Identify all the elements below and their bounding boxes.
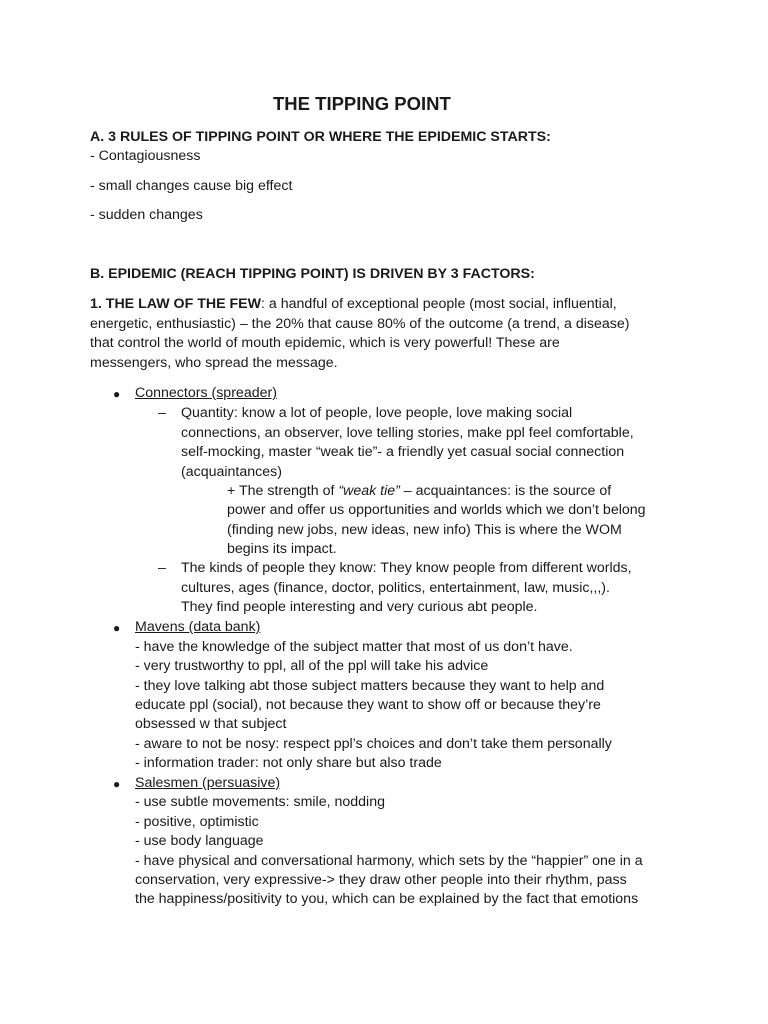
mavens-line: - have the knowledge of the subject matter that most of us don’t have. xyxy=(135,639,573,655)
mavens-line: - very trustworthy to ppl, all of the ppl will take his advice xyxy=(135,658,489,674)
weak-tie-strength-line: begins its impact. xyxy=(227,541,337,557)
bullet-icon: ● xyxy=(113,777,121,791)
section-b-heading: B. EPIDEMIC (REACH TIPPING POINT) IS DRIVEN BY 3 FACTORS: xyxy=(90,266,535,282)
connectors-kinds-line: cultures, ages (finance, doctor, politics, entertainment, law, music,,,). xyxy=(181,580,610,596)
law-of-few-line: energetic, enthusiastic) – the 20% that cause 80% of the outcome (a trend, a disease) xyxy=(90,316,630,332)
law-of-few-text: : a handful of exceptional people (most social, influential, xyxy=(261,296,617,312)
salesmen-line: - positive, optimistic xyxy=(135,814,259,830)
weak-tie-strength-line: power and offer us opportunities and worlds which we don’t belong xyxy=(227,502,646,518)
weak-tie-suffix: – acquaintances: is the source of xyxy=(399,483,612,499)
salesmen-line: - use body language xyxy=(135,833,264,849)
connectors-quantity-line: Quantity: know a lot of people, love people, love making social xyxy=(181,405,573,421)
salesmen-label: Salesmen (persuasive) xyxy=(135,775,281,791)
dash-icon: – xyxy=(158,560,166,576)
connectors-quantity-line: connections, an observer, love telling stories, make ppl feel comfortable, xyxy=(181,425,634,441)
mavens-label: Mavens (data bank) xyxy=(135,619,261,635)
salesmen-line: - have physical and conversational harmony, which sets by the “happier” one in a xyxy=(135,853,643,869)
connectors-quantity-line: (acquaintances) xyxy=(181,464,282,480)
weak-tie-strength-line: (finding new jobs, new ideas, new info) This is where the WOM xyxy=(227,522,622,538)
law-of-few-label: 1. THE LAW OF THE FEW xyxy=(90,296,262,312)
salesmen-line: - use subtle movements: smile, nodding xyxy=(135,794,385,810)
section-a-heading: A. 3 RULES OF TIPPING POINT OR WHERE THE EPIDEMIC STARTS: xyxy=(90,129,551,145)
bullet-icon: ● xyxy=(113,621,121,635)
law-of-few-line: messengers, who spread the message. xyxy=(90,355,338,371)
salesmen-line: conservation, very expressive-> they draw other people into their rhythm, pass xyxy=(135,872,627,888)
weak-tie-strength-line-1 xyxy=(227,482,611,502)
dash-icon: – xyxy=(158,405,166,421)
connectors-quantity-line: self-mocking, master “weak tie”- a friendly yet casual social connection xyxy=(181,444,625,460)
mavens-line: - aware to not be nosy: respect ppl’s choices and don’t take them personally xyxy=(135,736,612,752)
connectors-kinds-line: They find people interesting and very curious abt people. xyxy=(181,599,538,615)
mavens-line: - information trader: not only share but also trade xyxy=(135,755,442,771)
connectors-label: Connectors (spreader) xyxy=(135,385,277,401)
bullet-icon: ● xyxy=(113,387,121,401)
law-of-few-line: that control the world of mouth epidemic, which is very powerful! These are xyxy=(90,335,560,351)
weak-tie-prefix: + The strength of xyxy=(227,483,339,499)
weak-tie-term: “weak tie” xyxy=(338,483,400,499)
section-a-item: - small changes cause big effect xyxy=(90,178,293,194)
section-a-item: - Contagiousness xyxy=(90,148,201,164)
mavens-line: obsessed w that subject xyxy=(135,716,287,732)
document-title: THE TIPPING POINT xyxy=(273,93,451,114)
connectors-kinds-line: The kinds of people they know: They know people from different worlds, xyxy=(181,560,632,576)
law-of-few-line-1 xyxy=(90,295,617,315)
mavens-line: - they love talking abt those subject matters because they want to help and xyxy=(135,678,605,694)
mavens-line: educate ppl (social), not because they want to show off or because they’re xyxy=(135,697,601,713)
section-a-item: - sudden changes xyxy=(90,207,203,223)
salesmen-line: the happiness/positivity to you, which can be explained by the fact that emotions xyxy=(135,891,639,907)
